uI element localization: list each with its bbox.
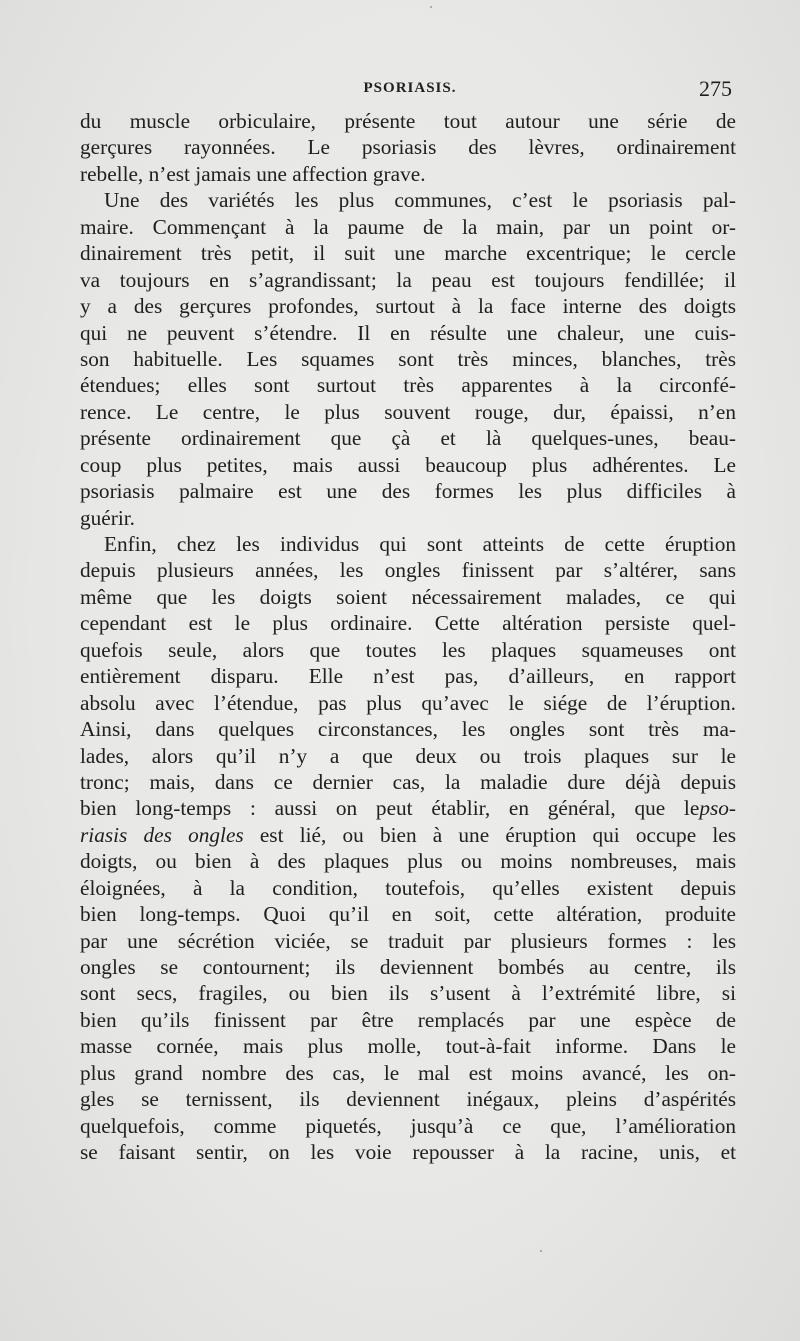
text-line — [80, 1033, 736, 1059]
line-text: entièrement disparu. Elle n’est pas, d’ailleurs, en rapport — [80, 664, 736, 689]
text-line — [80, 584, 736, 610]
line-text: absolu avec l’étendue, pas plus qu’avec le siége de l’éruption. — [80, 690, 736, 715]
text-line — [80, 901, 736, 927]
running-title: PSORIASIS. — [363, 80, 457, 96]
text-line — [80, 425, 736, 451]
line-text: sont secs, fragiles, ou bien ils s’usent à l’extrémité libre, si — [80, 981, 736, 1006]
line-text: est lié, ou bien à une éruption qui occupe les — [259, 822, 736, 847]
text-line — [80, 267, 736, 293]
paper-speck — [430, 6, 432, 8]
line-text: bien qu’ils finissent par être remplacés par une espèce de — [80, 1007, 736, 1032]
text-line — [80, 848, 736, 874]
text-line — [80, 531, 736, 557]
text-line — [80, 875, 736, 901]
page-number: 275 — [699, 76, 732, 101]
line-text: plus grand nombre des cas, le mal est moins avancé, les on- — [80, 1060, 736, 1085]
text-line — [80, 557, 736, 583]
text-line — [80, 716, 736, 742]
line-text: se faisant sentir, on les voie repousser à la racine, unis, et — [80, 1140, 736, 1165]
line-text: Enfin, chez les individus qui sont atteints de cette éruption — [104, 532, 736, 556]
line-text: masse cornée, mais plus molle, tout-à-fait informe. Dans le — [80, 1034, 736, 1059]
line-text: présente ordinairement que çà et là quelques-unes, beau- — [80, 426, 736, 451]
text-line — [80, 769, 736, 795]
text-line — [80, 637, 736, 663]
line-text: gerçures rayonnées. Le psoriasis des lèvres, ordinairement — [80, 135, 736, 160]
line-text: lades, alors qu’il n’y a que deux ou trois plaques sur le — [80, 743, 736, 768]
line-text: qui ne peuvent s’étendre. Il en résulte une chaleur, une cuis- — [80, 320, 736, 345]
text-line — [80, 1007, 736, 1033]
line-text: coup plus petites, mais aussi beaucoup plus adhérentes. Le — [80, 452, 736, 477]
line-text: rence. Le centre, le plus souvent rouge, dur, épaissi, n’en — [80, 399, 736, 424]
line-text: son habituelle. Les squames sont très minces, blanches, très — [80, 346, 736, 371]
text-line — [80, 610, 736, 636]
text-line — [80, 293, 736, 319]
line-text: bien long-temps. Quoi qu’il en soit, cette altération, produite — [80, 902, 736, 927]
line-text: cependant est le plus ordinaire. Cette altération persiste quel- — [80, 611, 736, 636]
line-text: quelquefois, comme piquetés, jusqu’à ce que, l’amélioration — [80, 1113, 736, 1138]
line-text: tronc; mais, dans ce dernier cas, la maladie dure déjà depuis — [80, 769, 736, 794]
italic-term: riasis des ongles — [80, 822, 244, 847]
text-line — [80, 928, 736, 954]
line-text: va toujours en s’agrandissant; la peau est toujours fendillée; il — [80, 267, 736, 292]
line-text: dinairement très petit, il suit une marche excentrique; le cercle — [80, 241, 736, 266]
text-line — [80, 161, 736, 187]
text-line — [80, 1060, 736, 1086]
line-text: quefois seule, alors que toutes les plaques squameuses ont — [80, 637, 736, 662]
text-line — [80, 690, 736, 716]
text-line — [80, 1113, 736, 1139]
text-line — [80, 743, 736, 769]
text-line — [80, 214, 736, 240]
line-text: guérir. — [80, 505, 135, 530]
line-text: étendues; elles sont surtout très apparentes à la circonfé- — [80, 373, 736, 398]
line-text: Une des variétés les plus communes, c’est le psoriasis pal- — [104, 188, 736, 213]
text-line — [80, 822, 736, 848]
line-text: maire. Commençant à la paume de la main, par un point or- — [80, 214, 736, 239]
line-text: éloignées, à la condition, toutefois, qu’elles existent depuis — [80, 875, 736, 900]
text-line — [80, 240, 736, 266]
text-line — [80, 478, 736, 504]
text-line — [80, 663, 736, 689]
text-line — [80, 1086, 736, 1112]
line-text: doigts, ou bien à des plaques plus ou moins nombreuses, mais — [80, 849, 736, 874]
text-line — [80, 954, 736, 980]
text-line — [80, 187, 736, 213]
text-line — [80, 505, 736, 531]
line-text: par une sécrétion viciée, se traduit par plusieurs formes : les — [80, 928, 736, 953]
text-line — [80, 346, 736, 372]
line-text: ongles se contournent; ils deviennent bombés au centre, ils — [80, 955, 736, 979]
italic-term: pso- — [699, 796, 736, 821]
text-line — [80, 795, 736, 821]
text-line — [80, 372, 736, 398]
text-line — [80, 399, 736, 425]
text-line — [80, 452, 736, 478]
text-line — [80, 108, 736, 134]
line-text: rebelle, n’est jamais une affection grave. — [80, 161, 426, 186]
paper-speck — [540, 1250, 542, 1252]
text-line — [80, 320, 736, 346]
line-text: depuis plusieurs années, les ongles finissent par s’altérer, sans — [80, 558, 736, 583]
line-text: bien long-temps : aussi on peut établir, en général, que le — [80, 796, 700, 821]
text-line — [80, 1139, 736, 1165]
line-text: psoriasis palmaire est une des formes les plus difficiles à — [80, 479, 736, 504]
line-text: du muscle orbiculaire, présente tout autour une série de — [80, 109, 736, 133]
body-text — [80, 108, 736, 1166]
text-line — [80, 980, 736, 1006]
line-text: même que les doigts soient nécessairement malades, ce qui — [80, 584, 736, 609]
text-line — [80, 134, 736, 160]
line-text: y a des gerçures profondes, surtout à la face interne des doigts — [80, 294, 736, 319]
line-text: Ainsi, dans quelques circonstances, les ongles sont très ma- — [80, 717, 736, 742]
running-head — [80, 76, 740, 100]
line-text: gles se ternissent, ils deviennent inégaux, pleins d’aspérités — [80, 1087, 736, 1112]
